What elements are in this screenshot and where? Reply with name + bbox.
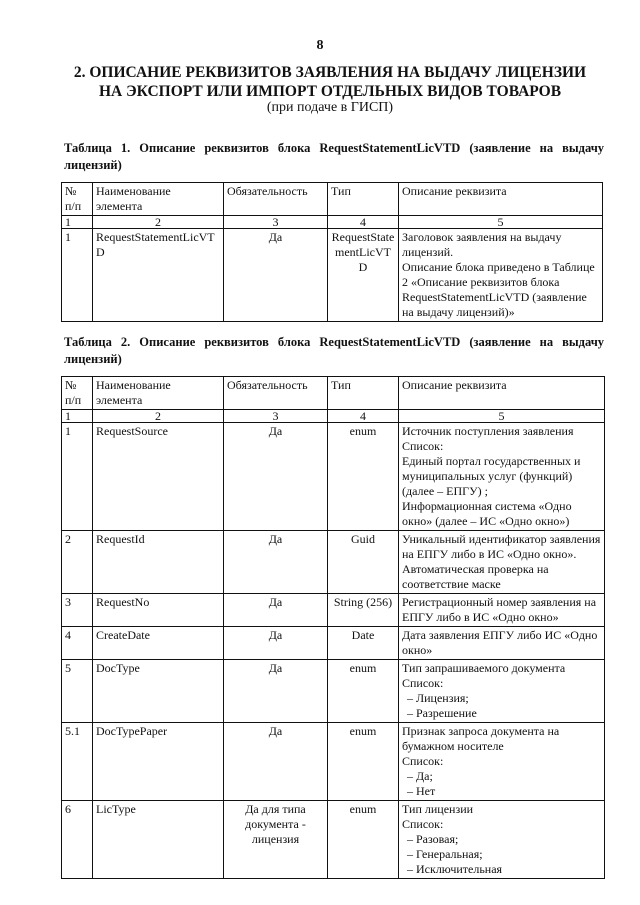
title-line-1: 2. ОПИСАНИЕ РЕКВИЗИТОВ ЗАЯВЛЕНИЯ НА ВЫДАЧУ ЛИЦЕНЗИИ [73,64,587,81]
row-number: 2 [62,531,93,594]
header-cell: № п/п [62,377,93,410]
description: Регистрационный номер заявления на ЕПГУ либо в ИС «Одно окно» [399,594,605,627]
element-name: RequestId [93,531,224,594]
required-value: Да [224,627,328,660]
element-name: RequestSource [93,423,224,531]
required-value: Да [224,531,328,594]
table-header-row [62,377,605,410]
col-number: 1 [62,216,93,229]
section-title [40,63,620,101]
description-text: Уникальный идентификатор заявления на ЕПГУ либо в ИС «Одно окно». [402,532,601,561]
header-cell: Обязательность [224,183,328,216]
table1-caption: Таблица 1. Описание реквизитов блока RequestStatementLicVTD (заявление на выдачу лицензий) [64,141,604,172]
title-line-2: НА ЭКСПОРТ ИЛИ ИМПОРТ ОТДЕЛЬНЫХ ВИДОВ ТОВАРОВ [98,83,562,100]
col-number: 2 [93,410,224,423]
table-row [62,801,605,879]
row-number: 4 [62,627,93,660]
list-item: – Генеральная; [420,847,601,862]
col-number: 3 [224,216,328,229]
element-name: DocType [93,660,224,723]
dash-list [402,832,601,877]
col-number: 3 [224,410,328,423]
header-cell: Обязательность [224,377,328,410]
element-name: DocTypePaper [93,723,224,801]
table1 [61,182,603,322]
required-value: Да [224,594,328,627]
element-name: LicType [93,801,224,879]
row-number: 5 [62,660,93,723]
list-item: – Лицензия; [420,691,601,706]
element-name: RequestNo [93,594,224,627]
header-cell: Наименование элемента [93,183,224,216]
type-value: Guid [328,531,399,594]
table-row [62,594,605,627]
list-title: Список: [402,817,444,831]
description-text: Автоматическая проверка на соответствие маске [402,562,549,591]
column-number-row [62,410,605,423]
type-value: enum [328,723,399,801]
col-number: 4 [328,410,399,423]
col-number: 5 [399,216,603,229]
list-item: – Исключительная [420,862,601,877]
row-number: 6 [62,801,93,879]
list-item: – Разовая; [420,832,601,847]
header-cell: № п/п [62,183,93,216]
header-cell: Описание реквизита [399,377,605,410]
row-number: 3 [62,594,93,627]
dash-list [402,769,601,799]
row-number: 1 [62,229,93,322]
list-title: Список: [402,754,444,768]
col-number: 2 [93,216,224,229]
description [399,423,605,531]
table-row [62,660,605,723]
dash-list [402,691,601,721]
table-row [62,423,605,531]
table-row [62,627,605,660]
description [399,801,605,879]
description-text: Тип запрашиваемого документа [402,661,566,675]
list-title: Список: [402,676,444,690]
element-name: RequestStatementLicVTD [93,229,224,322]
description-text: Тип лицензии [402,802,474,816]
description [399,723,605,801]
table-header-row [62,183,603,216]
page-number: 8 [316,38,324,53]
type-value: enum [328,660,399,723]
col-number: 5 [399,410,605,423]
description: Дата заявления ЕПГУ либо ИС «Одно окно» [399,627,605,660]
required-value: Да [224,229,328,322]
description-text: Источник поступления заявления [402,424,574,438]
description [399,229,603,322]
element-name: CreateDate [93,627,224,660]
table2-caption: Таблица 2. Описание реквизитов блока RequestStatementLicVTD (заявление на выдачу лицензий) [64,335,604,366]
required-value: Да [224,723,328,801]
column-number-row [62,216,603,229]
description-text: Заголовок заявления на выдачу лицензий. [402,230,562,259]
type-value: String (256) [328,594,399,627]
list-item: – Да; [420,769,601,784]
description [399,660,605,723]
required-value: Да для типа документа - лицензия [224,801,328,879]
header-cell: Наименование элемента [93,377,224,410]
section-subtitle: (при подаче в ГИСП) [266,100,394,115]
description-text: Описание блока приведено в Таблице 2 «Описание реквизитов блока RequestStatementLicVTD (заявление на выдачу лицензий)» [402,260,595,319]
type-value: RequestStatementLicVTD [328,229,399,322]
type-value: enum [328,801,399,879]
required-value: Да [224,423,328,531]
type-value: Date [328,627,399,660]
table-row [62,531,605,594]
list-item: – Разрешение [420,706,601,721]
table-row [62,723,605,801]
col-number: 4 [328,216,399,229]
description-text: Признак запроса документа на бумажном носителе [402,724,560,753]
table-row [62,229,603,322]
list-title: Список: [402,439,444,453]
list-item: Единый портал государственных и муниципальных услуг (функций) (далее – ЕПГУ) ; [402,454,581,498]
row-number: 1 [62,423,93,531]
row-number: 5.1 [62,723,93,801]
table2 [61,376,605,879]
header-cell: Тип [328,377,399,410]
description [399,531,605,594]
list-item: Информационная система «Одно окно» (далее – ИС «Одно окно») [402,499,572,528]
col-number: 1 [62,410,93,423]
header-cell: Описание реквизита [399,183,603,216]
header-cell: Тип [328,183,399,216]
required-value: Да [224,660,328,723]
type-value: enum [328,423,399,531]
list-item: – Нет [420,784,601,799]
